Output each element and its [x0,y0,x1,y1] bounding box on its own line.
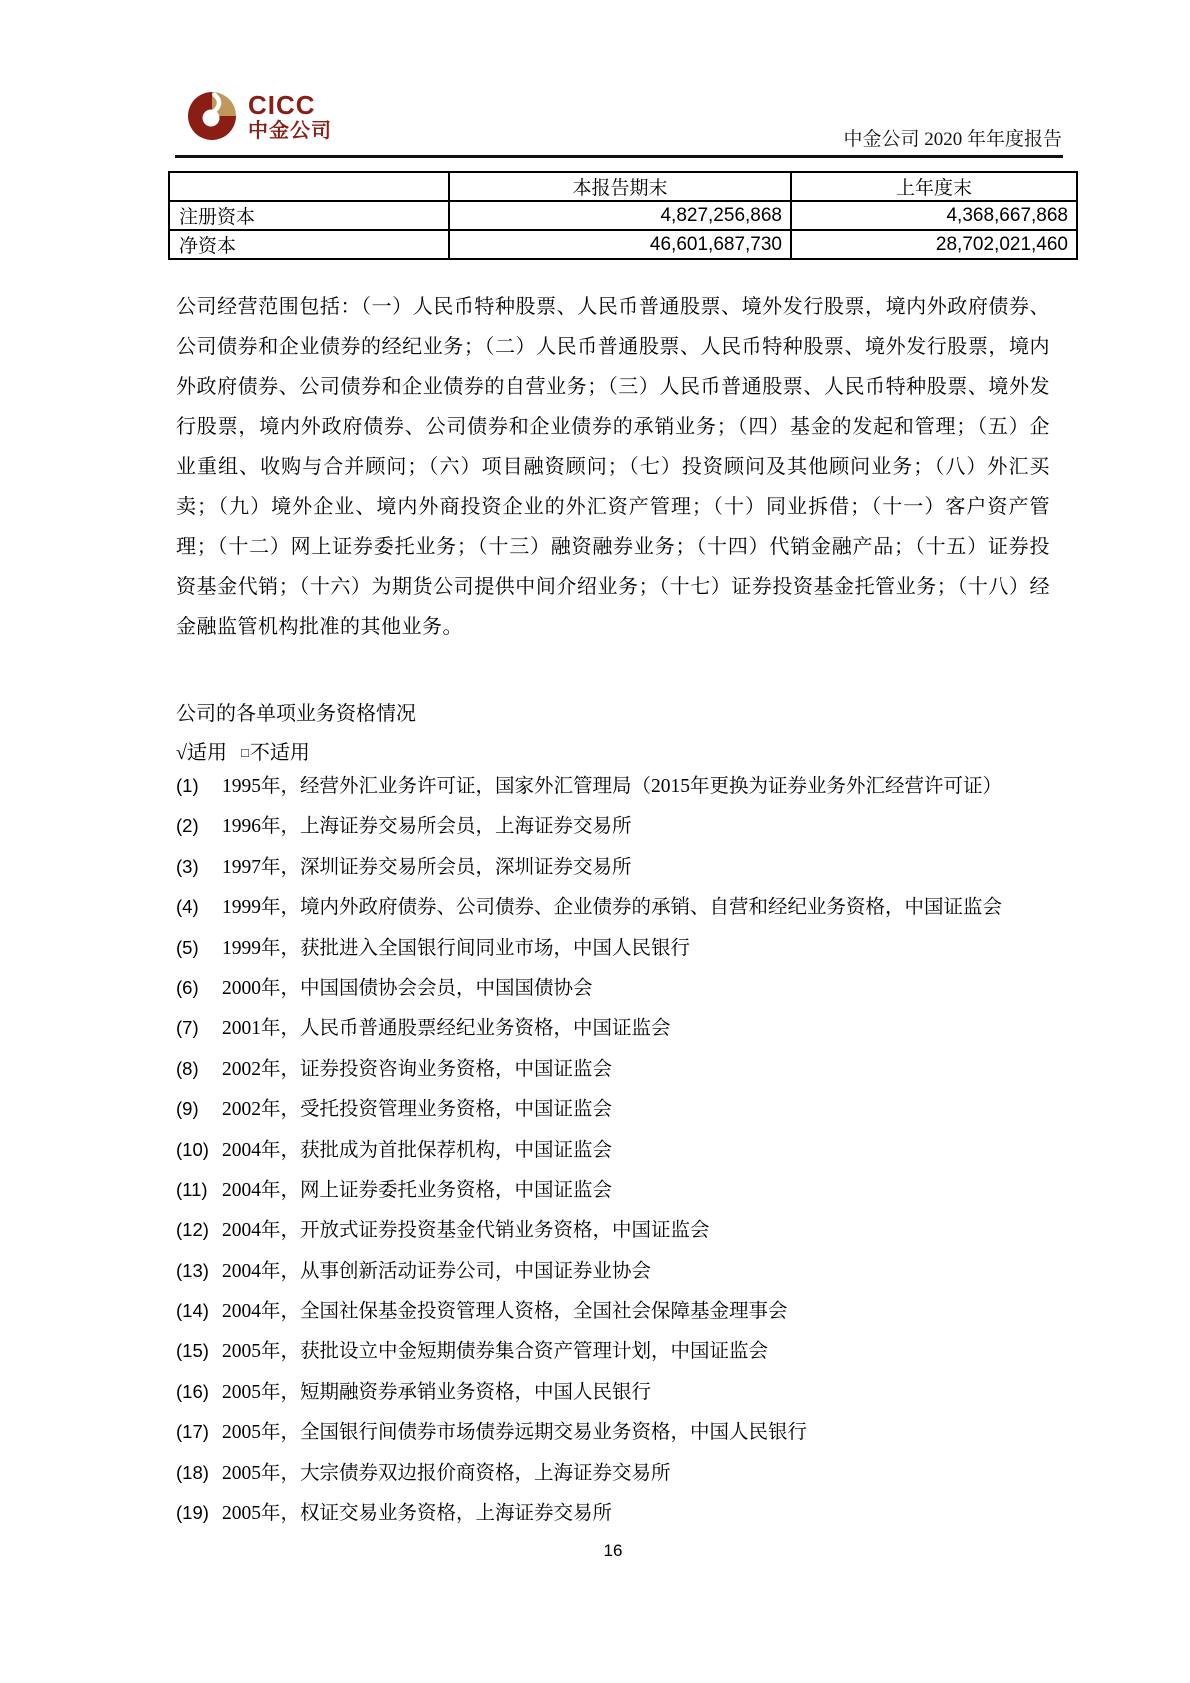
item-number: (3) [176,855,199,877]
qualification-list [176,766,1076,1533]
item-number: (6) [176,976,199,998]
item-number: (8) [176,1057,199,1079]
item-text: 2004年，全国社保基金投资管理人资格，全国社会保障基金理事会 [222,1301,788,1323]
item-text: 2002年，证券投资咨询业务资格，中国证监会 [222,1058,613,1080]
item-text: 1997年，深圳证券交易所会员，深圳证券交易所 [222,856,632,878]
list-item [176,1331,1076,1371]
cicc-logo [186,90,332,142]
row-current-value: 46,601,687,730 [449,230,791,259]
row-current-value: 4,827,256,868 [449,201,791,230]
header-divider [175,155,1063,158]
table-row [169,230,1077,259]
item-text: 2004年，网上证券委托业务资格，中国证监会 [222,1179,613,1201]
list-item [176,1170,1076,1210]
applicability-line [176,736,310,765]
table-row [169,201,1077,230]
item-text: 2005年，权证交易业务资格，上海证券交易所 [222,1503,613,1525]
not-applicable-label: 不适用 [249,742,310,764]
applicable-label: 适用 [186,742,227,764]
list-item [176,1251,1076,1291]
item-text: 2002年，受托投资管理业务资格，中国证监会 [222,1099,613,1121]
item-text: 2005年，大宗债券双边报价商资格，上海证券交易所 [222,1462,671,1484]
item-number: (7) [176,1017,199,1039]
item-number: (15) [176,1340,209,1362]
list-item [176,1453,1076,1493]
list-item [176,1049,1076,1089]
page-number: 16 [603,1541,623,1560]
item-number: (18) [176,1461,209,1483]
cicc-logo-icon [186,90,238,142]
item-number: (9) [176,1098,199,1120]
list-item [176,928,1076,968]
list-item [176,1412,1076,1452]
item-text: 1999年，获批进入全国银行间同业市场，中国人民银行 [222,937,691,959]
list-item [176,847,1076,887]
item-text: 2005年，短期融资券承销业务资格，中国人民银行 [222,1381,652,1403]
row-prior-value: 28,702,021,460 [791,230,1077,259]
list-item [176,1210,1076,1250]
row-label: 注册资本 [169,201,449,230]
logo-text [248,89,332,142]
list-item [176,1089,1076,1129]
item-number: (11) [176,1178,208,1200]
capital-table [168,171,1078,260]
table-header-row [169,172,1077,201]
item-text: 2005年，获批设立中金短期债券集合资产管理计划，中国证监会 [222,1341,769,1363]
list-item [176,1008,1076,1048]
list-item [176,1372,1076,1412]
row-label: 净资本 [169,230,449,259]
item-number: (5) [176,936,199,958]
logo-chinese-name: 中金公司 [248,119,332,142]
item-text: 2001年，人民币普通股票经纪业务资格，中国证监会 [222,1018,671,1040]
check-mark-icon: √ [176,742,187,764]
list-item [176,1291,1076,1331]
item-number: (2) [176,815,199,837]
item-number: (1) [176,775,199,796]
item-number: (13) [176,1259,209,1281]
item-number: (4) [176,896,199,918]
list-item [176,1493,1076,1533]
item-number: (12) [176,1219,209,1241]
logo-cicc-wordmark: CICC [248,89,316,120]
column-header-empty [169,172,449,201]
column-header-current-period: 本报告期末 [449,172,791,201]
item-text: 2005年，全国银行间债券市场债券远期交易业务资格，中国人民银行 [222,1422,808,1444]
list-item [176,766,1076,806]
item-text: 1996年，上海证券交易所会员，上海证券交易所 [222,816,632,838]
item-text: 2004年，开放式证券投资基金代销业务资格，中国证监会 [222,1220,710,1242]
item-number: (19) [176,1502,209,1524]
item-text: 1995年，经营外汇业务许可证，国家外汇管理局（2015年更换为证券业务外汇经营许可证） [222,776,1003,797]
list-item [176,806,1076,846]
empty-checkbox-icon: □ [240,745,249,760]
item-number: (16) [176,1380,209,1402]
section-title: 公司的各单项业务资格情况 [176,703,416,725]
column-header-prior-year: 上年度末 [791,172,1077,201]
list-item [176,968,1076,1008]
item-number: (10) [176,1138,209,1160]
item-number: (17) [176,1421,209,1443]
row-prior-value: 4,368,667,868 [791,201,1077,230]
item-text: 2000年，中国国债协会会员，中国国债协会 [222,977,593,999]
list-item [176,1130,1076,1170]
item-text: 1999年，境内外政府债券、公司债券、企业债券的承销、自营和经纪业务资格，中国证监会 [222,897,1003,919]
report-title: 中金公司 2020 年年度报告 [843,129,1062,150]
business-scope-paragraph: 公司经营范围包括：（一）人民币特种股票、人民币普通股票、境外发行股票，境内外政府债券、公司债券和企业债券的经纪业务；（二）人民币普通股票、人民币特种股票、境外发行股票，境内外政府债券、公司债券和企业债券的自营业务；（三）人民币普通股票、人民币特种股票、境外发行股票，境内外政府债券、公司债券和企业债券的承销业务；（四）基金的发起和管理；（五）企业重组、收购与合并顾问；（六）项目融资顾问；（七）投资顾问及其他顾问业务；（八）外汇买卖；（九）境外企业、境内外商投资企业的外汇资产管理；（十）同业拆借；（十一）客户资产管理；（十二）网上证券委托业务；（十三）融资融券业务；（十四）代销金融产品；（十五）证券投资基金代销；（十六）为期货公司提供中间介绍业务；（十七）证券投资基金托管业务；（十八）经金融监管机构批准的其他业务。 [176,296,1050,638]
list-item [176,887,1076,927]
item-text: 2004年，获批成为首批保荐机构，中国证监会 [222,1139,613,1161]
item-text: 2004年，从事创新活动证券公司，中国证券业协会 [222,1260,652,1282]
item-number: (14) [176,1300,209,1322]
